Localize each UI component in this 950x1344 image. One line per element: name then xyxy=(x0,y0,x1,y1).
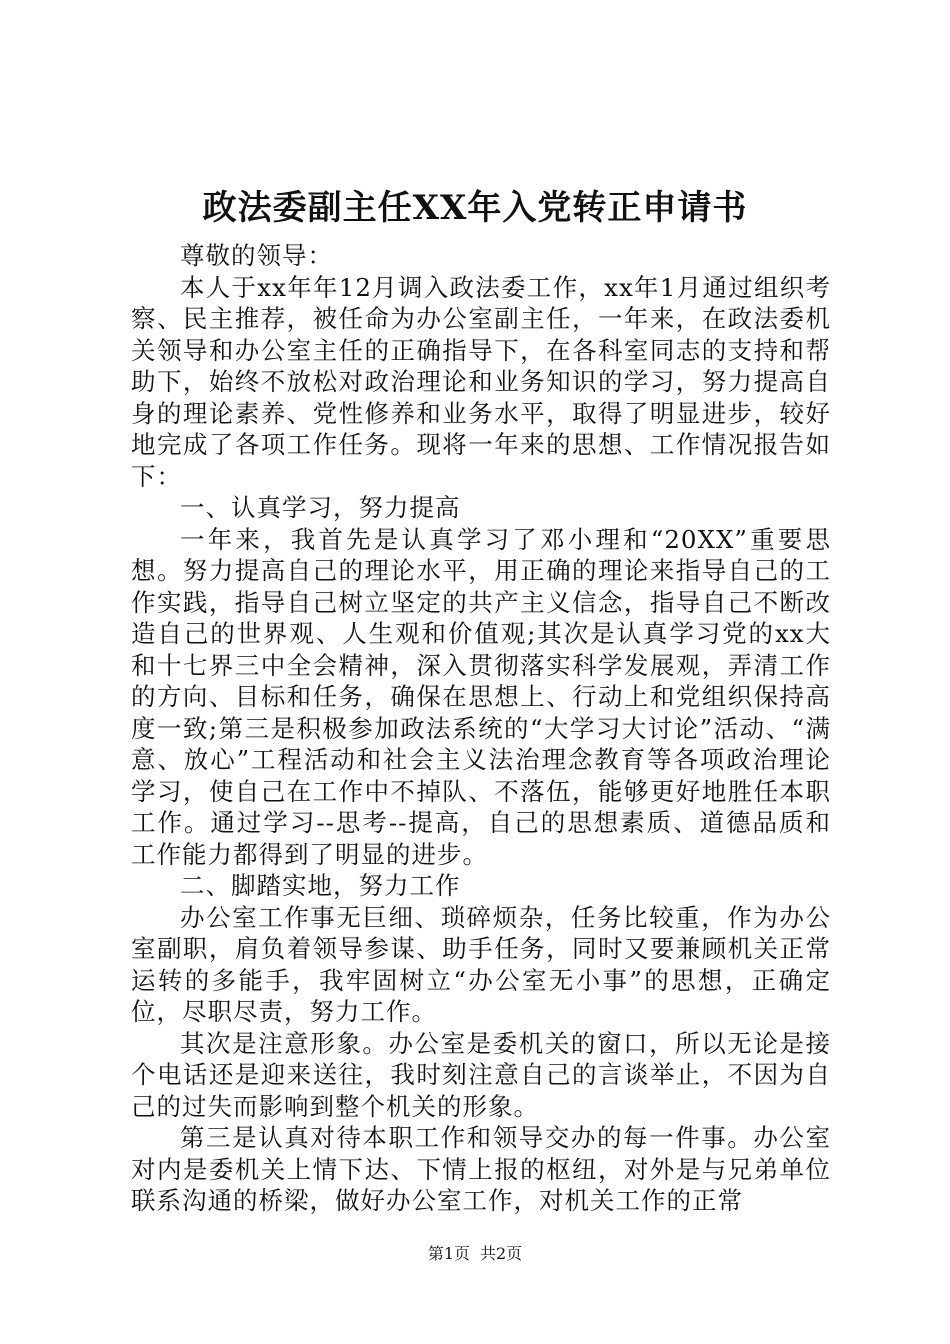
page-footer xyxy=(0,1244,950,1264)
intro-paragraph: 本人于xx年年12月调入政法委工作，xx年1月通过组织考察、民主推荐，被任命为办公室副主任，一年来，在政法委机关领导和办公室主任的正确指导下，在各科室同志的支持和帮助下，始终不放松对政治理论和业务知识的学习，努力提高自身的理论素养、党性修养和业务水平，取得了明显进步，较好地完成了各项工作任务。现将一年来的思想、工作情况报告如下： xyxy=(131,272,831,491)
section-heading-2: 二、脚踏实地，努力工作 xyxy=(180,871,461,900)
salutation: 尊敬的领导： xyxy=(180,241,333,270)
section-2-paragraph-1: 办公室工作事无巨细、琐碎烦杂，任务比较重，作为办公室副职，肩负着领导参谋、助手任务，同时又要兼顾机关正常运转的多能手，我牢固树立“办公室无小事”的思想，正确定位，尽职尽责，努力工作。 xyxy=(131,902,831,1026)
document-body xyxy=(131,240,831,1217)
section-2-paragraph-2: 其次是注意形象。办公室是委机关的窗口，所以无论是接个电话还是迎来送往，我时刻注意自己的言谈举止，不因为自己的过失而影响到整个机关的形象。 xyxy=(131,1028,831,1121)
page-total: 共2页 xyxy=(480,1244,523,1263)
section-1-paragraph: 一年来，我首先是认真学习了邓小理和“20XX”重要思想。努力提高自己的理论水平，用正确的理论来指导自己的工作实践，指导自己树立坚定的共产主义信念，指导自己不断改造自己的世界观、人生观和价值观;其次是认真学习党的xx大和十七界三中全会精神，深入贯彻落实科学发展观，弄清工作的方向、目标和任务，确保在思想上、行动上和党组织保持高度一致;第三是积极参加政法系统的“大学习大讨论”活动、“满意、放心”工程活动和社会主义法治理念教育等各项政治理论学习，使自己在工作中不掉队、不落伍，能够更好地胜任本职工作。通过学习--思考--提高，自己的思想素质、道德品质和工作能力都得到了明显的进步。 xyxy=(131,524,831,869)
document-title: 政法委副主任XX年入党转正申请书 xyxy=(202,188,748,228)
section-heading-1: 一、认真学习，努力提高 xyxy=(180,493,461,522)
page-number: 第1页 xyxy=(427,1244,470,1263)
section-2-paragraph-3: 第三是认真对待本职工作和领导交办的每一件事。办公室对内是委机关上情下达、下情上报的枢纽，对外是与兄弟单位联系沟通的桥梁，做好办公室工作，对机关工作的正常 xyxy=(131,1123,831,1215)
